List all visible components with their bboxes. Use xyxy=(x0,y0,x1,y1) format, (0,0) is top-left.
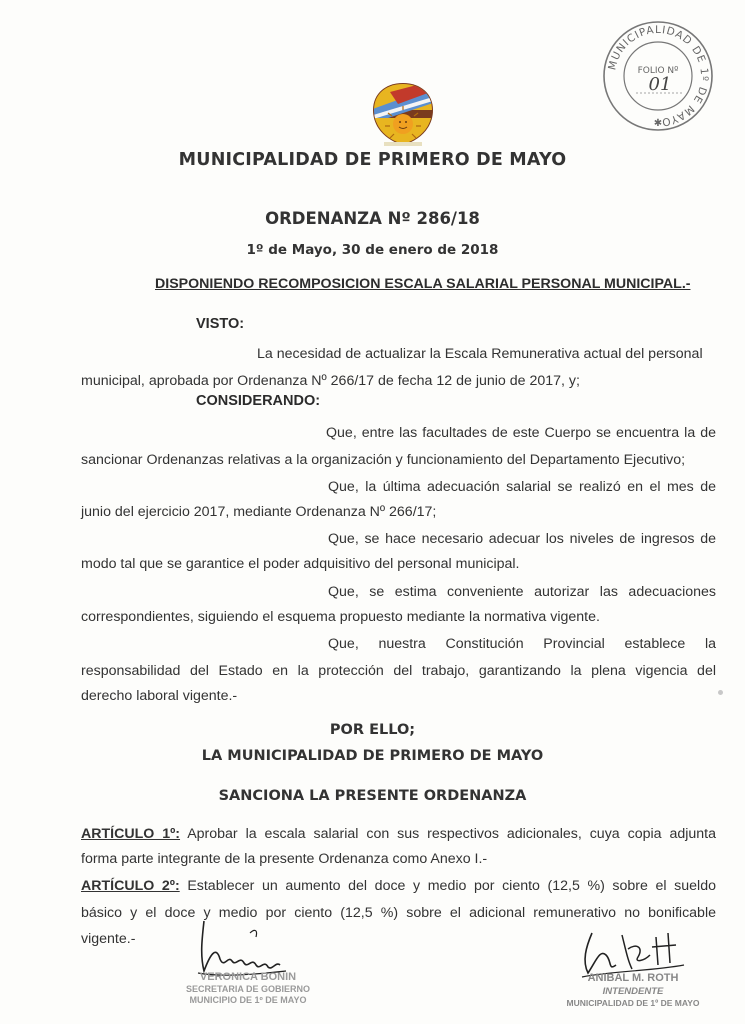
left-signatory-role: SECRETARIA DE GOBIERNO xyxy=(185,984,310,994)
ordinance-number: ORDENANZA Nº 286/18 xyxy=(265,209,480,228)
considerando-p2-line-1: Que, la última adecuación salarial se realizó en el mes de xyxy=(328,479,716,495)
municipality-title: MUNICIPALIDAD DE PRIMERO DE MAYO xyxy=(178,150,567,170)
left-signatory-org: MUNICIPIO DE 1º DE MAYO xyxy=(189,995,307,1005)
visto-line-1: La necesidad de actualizar la Escala Remunerativa actual del personal xyxy=(257,346,703,362)
svg-text:✱: ✱ xyxy=(653,118,663,129)
article-2-label: ARTÍCULO 2º: xyxy=(81,878,180,894)
considerando-p1-line-1: Que, entre las facultades de este Cuerpo se encuentra la de xyxy=(326,425,716,441)
resolving-body-heading: LA MUNICIPALIDAD DE PRIMERO DE MAYO xyxy=(201,748,544,764)
considerando-p4-line-1: Que, se estima conveniente autorizar las adecuaciones xyxy=(328,584,716,600)
article-1-label: ARTÍCULO 1º: xyxy=(81,826,181,842)
considerando-p5-line-1: Que, nuestra Constitución Provincial establece la xyxy=(328,636,716,652)
municipal-coat-of-arms-logo xyxy=(370,80,436,148)
right-signatory-role: INTENDENTE xyxy=(602,986,664,997)
scan-speck xyxy=(718,690,723,695)
visto-heading: VISTO: xyxy=(196,316,245,332)
sanciona-heading: SANCIONA LA PRESENTE ORDENANZA xyxy=(218,788,527,804)
ordinance-date: 1º de Mayo, 30 de enero de 2018 xyxy=(246,242,499,258)
article-2-text: Establecer un aumento del doce y medio por ciento (12,5 %) sobre el sueldo xyxy=(187,878,716,894)
visto-line-2: municipal, aprobada por Ordenanza Nº 266/17 de fecha 12 de junio de 2017, y; xyxy=(81,373,580,389)
considerando-p1-line-2: sancionar Ordenanzas relativas a la organización y funcionamiento del Departamento Ejecutivo; xyxy=(81,452,686,468)
right-signatory-org: MUNICIPALIDAD DE 1º DE MAYO xyxy=(566,998,700,1008)
right-signatory-name: ANIBAL M. ROTH xyxy=(587,972,679,984)
considerando-p5-line-3: derecho laboral vigente.- xyxy=(81,688,238,704)
considerando-heading: CONSIDERANDO: xyxy=(196,393,321,409)
article-2-line-1 xyxy=(81,873,716,901)
article-1-text: Aprobar la escala salarial con sus respectivos adicionales, cuya copia adjunta xyxy=(187,826,716,842)
considerando-p4-line-2: correspondientes, siguiendo el esquema propuesto mediante la normativa vigente. xyxy=(81,609,600,625)
article-1-line-2: forma parte integrante de la presente Ordenanza como Anexo I.- xyxy=(81,851,488,867)
considerando-p3-line-2: modo tal que se garantice el poder adquisitivo del personal municipal. xyxy=(81,556,520,572)
por-ello-heading: POR ELLO; xyxy=(329,722,416,738)
folio-stamp xyxy=(600,18,716,134)
article-2-line-3: vigente.- xyxy=(81,931,136,947)
stamp-ring-text: MUNICIPALIDAD DE 1º DE MAYO xyxy=(606,23,711,129)
article-2-line-2: básico y el doce y medio por ciento (12,5 %) sobre el adicional remunerativo no bonificable xyxy=(81,905,716,921)
considerando-p2-line-2: junio del ejercicio 2017, mediante Ordenanza Nº 266/17; xyxy=(81,504,437,520)
stamp-folio-number: 01 xyxy=(648,74,672,95)
left-signatory-name: VERONICA BONIN xyxy=(199,971,297,983)
considerando-p5-line-2: responsabilidad del Estado en la protección del trabajo, garantizando la plena vigencia del xyxy=(81,663,716,679)
article-1-line-1 xyxy=(81,821,716,849)
stamp-folio-label: FOLIO Nº xyxy=(637,66,679,76)
considerando-p3-line-1: Que, se hace necesario adecuar los niveles de ingresos de xyxy=(328,531,716,547)
ordinance-subject: DISPONIENDO RECOMPOSICION ESCALA SALARIAL PERSONAL MUNICIPAL.- xyxy=(155,276,691,292)
